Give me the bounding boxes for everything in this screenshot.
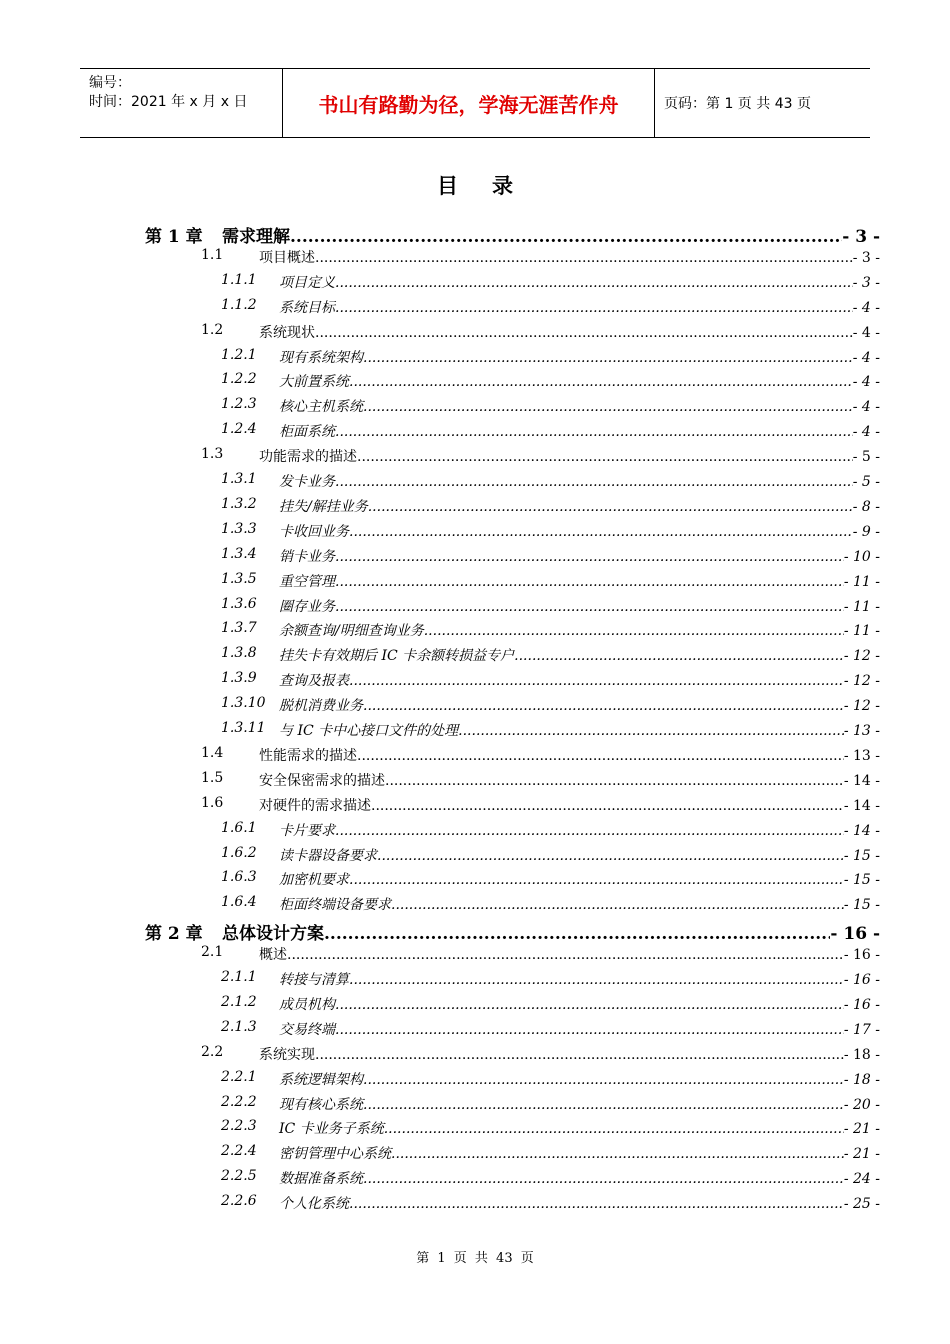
toc-entry-number: 1.1	[201, 246, 224, 263]
toc-entry-line	[222, 222, 880, 247]
toc-entry-title: 系统现状	[259, 324, 315, 341]
toc-entry-line	[279, 894, 880, 914]
toc-entry-number: 1.2.2	[221, 371, 257, 388]
toc-entry[interactable]	[0, 222, 950, 246]
toc-entry-line	[279, 421, 880, 441]
toc-entry-page: - 11 -	[843, 623, 880, 640]
toc-entry-number: 第 2 章	[145, 924, 203, 945]
toc-entry-line	[279, 1143, 880, 1163]
toc-entry-title: 项目概述	[259, 249, 315, 266]
toc-entry-page: - 4 -	[852, 324, 880, 341]
toc-entry-line	[279, 1118, 880, 1138]
toc-entry[interactable]	[0, 1168, 950, 1192]
toc-entry[interactable]	[0, 1143, 950, 1167]
toc-entry-title: 项目定义	[279, 274, 335, 291]
toc-entry[interactable]	[0, 496, 950, 520]
toc-entry-number: 2.2.3	[221, 1118, 257, 1135]
toc-entry-line	[222, 919, 880, 944]
toc-entry-title: 柜面终端设备要求	[279, 897, 391, 914]
page-header	[80, 68, 870, 138]
toc-entry-page: - 14 -	[843, 797, 880, 814]
toc-leader-dots	[290, 227, 842, 247]
toc-entry-number: 1.1.2	[221, 296, 257, 313]
toc-entry[interactable]	[0, 944, 950, 968]
toc-entry-line	[279, 521, 880, 541]
toc-entry[interactable]	[0, 745, 950, 769]
toc-entry-number: 1.3.4	[221, 545, 257, 562]
toc-entry-page: - 5 -	[852, 449, 880, 466]
toc-entry-line	[279, 869, 880, 889]
toc-entry-number: 1.5	[201, 769, 224, 786]
toc-entry[interactable]	[0, 820, 950, 844]
toc-leader-dots	[335, 823, 844, 839]
toc-entry-page: - 9 -	[852, 523, 880, 540]
toc-entry-number: 1.3.1	[221, 471, 257, 487]
toc-entry-page: - 15 -	[843, 897, 880, 914]
toc-entry-title: 脱机消费业务	[279, 698, 363, 715]
toc-leader-dots	[391, 1146, 844, 1162]
toc-leader-dots	[315, 250, 853, 266]
toc-entry-line	[279, 347, 880, 367]
toc-entry-line	[279, 994, 880, 1014]
toc-entry-number: 1.2.1	[221, 346, 257, 363]
toc-entry-line	[279, 720, 880, 740]
toc-entry-line	[279, 1193, 880, 1213]
toc-leader-dots	[424, 623, 844, 639]
toc-entry-line	[259, 770, 880, 790]
toc-entry[interactable]	[0, 596, 950, 620]
toc-entry[interactable]	[0, 421, 950, 445]
toc-entry-line	[259, 1044, 880, 1064]
toc-entry-title: 密钥管理中心系统	[279, 1146, 391, 1163]
toc-entry-line	[279, 297, 880, 317]
toc-entry[interactable]	[0, 1118, 950, 1142]
toc-entry-title: 系统实现	[259, 1046, 315, 1063]
toc-entry-title: 转接与清算	[279, 972, 349, 988]
toc-entry-title: 现有核心系统	[279, 1096, 363, 1113]
toc-entry-title: 加密机要求	[279, 872, 349, 889]
toc-entry-page: - 20 -	[843, 1096, 880, 1113]
toc-entry-page: - 4 -	[852, 374, 880, 391]
toc-entry-line	[279, 670, 880, 690]
toc-leader-dots	[377, 848, 844, 864]
toc-entry-number: 2.1.2	[221, 993, 257, 1010]
toc-leader-dots	[349, 1196, 844, 1212]
toc-entry-number: 1.3.11	[221, 720, 266, 736]
toc-entry-title: 数据准备系统	[279, 1171, 363, 1188]
toc-entry-title: 读卡器设备要求	[279, 847, 377, 864]
toc-entry-line	[279, 969, 880, 989]
toc-entry-line	[279, 820, 880, 840]
header-page-cell	[655, 69, 870, 137]
toc-leader-dots	[391, 897, 844, 913]
toc-entry-page: - 3 -	[842, 227, 880, 247]
toc-entry-title: 核心主机系统	[279, 399, 363, 416]
toc-leader-dots	[335, 474, 853, 490]
header-meta	[80, 69, 283, 137]
toc-entry-number: 1.2.4	[221, 421, 257, 438]
toc-entry-page: - 18 -	[843, 1071, 880, 1088]
toc-entry-number: 1.1.1	[221, 271, 257, 288]
toc-leader-dots	[357, 449, 853, 465]
toc-entry[interactable]	[0, 645, 950, 669]
toc-entry-number: 1.3.9	[221, 670, 257, 687]
toc-entry-page: - 16 -	[830, 924, 880, 945]
toc-entry-number: 1.3.7	[221, 620, 257, 637]
toc-leader-dots	[363, 1171, 844, 1187]
toc-entry[interactable]	[0, 1069, 950, 1093]
toc-leader-dots	[315, 325, 853, 341]
toc-entry-line	[279, 1168, 880, 1188]
toc-leader-dots	[324, 924, 830, 944]
toc-entry-line	[279, 272, 880, 292]
toc-entry-title: 卡收回业务	[279, 523, 349, 540]
toc-entry-title: 功能需求的描述	[259, 449, 357, 466]
toc-entry-number: 1.6.1	[221, 819, 257, 836]
toc-entry-page: - 12 -	[843, 673, 880, 690]
toc-entry-title: 现有系统架构	[279, 349, 363, 366]
toc-entry-line	[279, 695, 880, 715]
toc-entry-line	[279, 645, 880, 665]
toc-entry-number: 1.6.3	[221, 869, 257, 886]
toc-entry[interactable]	[0, 347, 950, 371]
toc-entry-page: - 5 -	[852, 474, 880, 490]
toc-entry-title: 成员机构	[279, 996, 335, 1013]
toc-entry-number: 1.3.10	[221, 695, 266, 712]
toc-entry-title: IC 卡业务子系统	[279, 1121, 384, 1138]
toc-leader-dots	[335, 275, 853, 291]
header-page-info: 页码：第 1 页 共 43 页	[664, 96, 811, 112]
toc-entry-number: 第 1 章	[145, 227, 203, 247]
toc-entry-number: 2.1.3	[221, 1018, 257, 1035]
toc-leader-dots	[335, 574, 844, 590]
toc-entry-page: - 4 -	[852, 349, 880, 366]
toc-entry-page: - 3 -	[852, 249, 880, 266]
toc-entry-number: 2.2.5	[221, 1168, 257, 1185]
toc-entry-number: 2.1.1	[221, 969, 257, 985]
toc-entry-line	[279, 845, 880, 865]
toc-entry-title: 总体设计方案	[222, 924, 324, 945]
toc-entry-line	[279, 1019, 880, 1039]
toc-entry-page: - 13 -	[843, 747, 880, 764]
toc-leader-dots	[349, 524, 853, 540]
toc-entry[interactable]	[0, 994, 950, 1018]
toc-leader-dots	[335, 997, 844, 1013]
toc-entry-page: - 14 -	[843, 772, 880, 789]
toc-leader-dots	[335, 1022, 844, 1038]
toc-entry-title: 交易终端	[279, 1021, 335, 1038]
toc-entry-title: 大前置系统	[279, 374, 349, 391]
toc-entry[interactable]	[0, 1094, 950, 1118]
toc-entry-page: - 10 -	[843, 548, 880, 565]
toc-leader-dots	[335, 300, 853, 316]
toc-entry-line	[279, 546, 880, 566]
toc-entry[interactable]	[0, 919, 950, 943]
toc-entry-page: - 4 -	[852, 424, 880, 441]
toc-entry-number: 1.3.6	[221, 595, 257, 612]
toc-entry-title: 个人化系统	[279, 1196, 349, 1213]
toc-entry-page: - 15 -	[843, 872, 880, 889]
toc-leader-dots	[363, 350, 853, 366]
toc-entry-number: 2.2	[201, 1043, 224, 1060]
toc-entry-title: 挂失/解挂业务	[279, 498, 368, 515]
toc-entry-page: - 11 -	[843, 573, 880, 590]
toc-entry[interactable]	[0, 695, 950, 719]
toc-entry-line	[259, 944, 880, 964]
page-footer: 第 1 页 共 43 页	[416, 1251, 534, 1266]
toc-entry-number: 1.6.2	[221, 844, 257, 861]
toc-entry[interactable]	[0, 396, 950, 420]
toc-entry-page: - 16 -	[843, 947, 880, 964]
toc-entry-page: - 4 -	[852, 299, 880, 316]
toc-entry-line	[279, 596, 880, 616]
toc-entry-title: 柜面系统	[279, 424, 335, 441]
toc-leader-dots	[315, 1047, 844, 1063]
toc-entry-number: 2.2.1	[221, 1068, 257, 1085]
toc-leader-dots	[458, 723, 844, 739]
toc-leader-dots	[349, 972, 844, 988]
toc-entry-page: - 24 -	[843, 1171, 880, 1188]
toc-entry-number: 1.3.5	[221, 570, 257, 587]
number-label: 编号：	[89, 75, 131, 91]
toc-entry[interactable]	[0, 795, 950, 819]
toc-entry-number: 2.2.2	[221, 1093, 257, 1110]
toc-entry-number: 2.1	[201, 944, 224, 961]
toc-entry-number: 2.2.4	[221, 1143, 257, 1160]
toc-entry-page: - 12 -	[843, 648, 880, 665]
toc-entry-number: 1.6.4	[221, 894, 257, 911]
toc-entry[interactable]	[0, 670, 950, 694]
toc-entry-title: 余额查询/明细查询业务	[279, 623, 424, 640]
toc-entry-title: 挂失卡有效期后 IC 卡余额转损益专户	[279, 648, 515, 665]
toc-entry[interactable]	[0, 521, 950, 545]
toc-entry-page: - 25 -	[843, 1196, 880, 1213]
toc-entry-number: 2.2.6	[221, 1193, 257, 1210]
toc-leader-dots	[363, 1072, 844, 1088]
toc-entry-line	[279, 471, 880, 491]
toc-entry[interactable]	[0, 247, 950, 271]
toc-entry-number: 1.3.2	[221, 495, 257, 512]
toc-entry-page: - 14 -	[843, 822, 880, 839]
toc-entry[interactable]	[0, 446, 950, 470]
toc-entry[interactable]	[0, 969, 950, 993]
toc-entry[interactable]	[0, 571, 950, 595]
toc-entry-number: 1.4	[201, 744, 224, 761]
toc-leader-dots	[349, 374, 853, 390]
toc-entry-line	[259, 247, 880, 267]
toc-entry[interactable]	[0, 371, 950, 395]
toc-entry-page: - 18 -	[843, 1046, 880, 1063]
toc-entry[interactable]	[0, 297, 950, 321]
date-label: 时间：2021 年 x 月 x 日	[89, 94, 248, 110]
header-motto-cell	[283, 69, 655, 137]
toc-entry[interactable]	[0, 322, 950, 346]
toc-entry-line	[279, 496, 880, 516]
toc-entry-line	[279, 620, 880, 640]
toc-entry-page: - 8 -	[852, 498, 880, 515]
toc-leader-dots	[349, 673, 844, 689]
toc-leader-dots	[335, 424, 853, 440]
toc-entry-title: 概述	[259, 947, 287, 964]
header-motto: 书山有路勤为径，学海无涯苦作舟	[318, 92, 619, 117]
toc-entry-line	[279, 1069, 880, 1089]
toc-leader-dots	[385, 773, 844, 789]
toc-entry-page: - 3 -	[852, 274, 880, 291]
toc-entry[interactable]	[0, 894, 950, 918]
toc-entry[interactable]	[0, 1193, 950, 1217]
toc-entry-line	[259, 745, 880, 765]
toc-entry-title: 系统逻辑架构	[279, 1071, 363, 1088]
toc-leader-dots	[287, 947, 844, 963]
toc-entry-title: 需求理解	[222, 227, 290, 247]
toc-entry-line	[259, 795, 880, 815]
toc-entry-title: 圈存业务	[279, 598, 335, 615]
toc-entry-title: 查询及报表	[279, 673, 349, 690]
toc-entry-title: 系统目标	[279, 299, 335, 316]
toc-entry-page: - 16 -	[843, 996, 880, 1013]
toc-entry[interactable]	[0, 1019, 950, 1043]
toc-leader-dots	[363, 698, 844, 714]
toc-entry-number: 1.6	[201, 794, 224, 811]
toc-entry-page: - 16 -	[843, 972, 880, 988]
toc-entry[interactable]	[0, 620, 950, 644]
toc-leader-dots	[357, 748, 844, 764]
toc-leader-dots	[363, 1097, 844, 1113]
toc-entry-title: 对硬件的需求描述	[259, 797, 371, 814]
toc-entry[interactable]	[0, 720, 950, 744]
toc-leader-dots	[363, 399, 853, 415]
toc-entry-page: - 21 -	[843, 1121, 880, 1138]
toc-entry-page: - 11 -	[843, 598, 880, 615]
toc-entry[interactable]	[0, 471, 950, 495]
toc-entry[interactable]	[0, 546, 950, 570]
toc-entry-title: 发卡业务	[279, 474, 335, 490]
toc-entry-page: - 21 -	[843, 1146, 880, 1163]
toc-entry-number: 1.2.3	[221, 396, 257, 413]
toc-entry-line	[279, 1094, 880, 1114]
toc-title: 目录	[437, 174, 547, 198]
toc-entry-line	[279, 396, 880, 416]
toc-entry[interactable]	[0, 845, 950, 869]
toc-entry-title: 卡片要求	[279, 822, 335, 839]
toc-entry-title: 性能需求的描述	[259, 747, 357, 764]
toc-entry-number: 1.3.3	[221, 520, 257, 537]
toc-entry-line	[279, 571, 880, 591]
toc-entry-page: - 15 -	[843, 847, 880, 864]
toc-leader-dots	[335, 599, 844, 615]
toc-entry[interactable]	[0, 272, 950, 296]
toc-leader-dots	[335, 549, 844, 565]
toc-entry-page: - 12 -	[843, 698, 880, 715]
toc-entry-number: 1.3	[201, 446, 224, 463]
toc-leader-dots	[371, 798, 844, 814]
toc-leader-dots	[514, 648, 844, 664]
toc-entry-page: - 4 -	[852, 399, 880, 416]
toc-entry-title: 销卡业务	[279, 548, 335, 565]
toc-leader-dots	[368, 499, 853, 515]
toc-entry-number: 1.3.8	[221, 645, 257, 662]
toc-entry-number: 1.2	[201, 321, 224, 338]
toc-leader-dots	[384, 1121, 844, 1137]
toc-entry-line	[259, 446, 880, 466]
toc-entry-page: - 17 -	[843, 1021, 880, 1038]
toc-entry-page: - 13 -	[843, 723, 880, 739]
toc-entry[interactable]	[0, 770, 950, 794]
toc-entry-line	[259, 322, 880, 342]
toc-entry-title: 安全保密需求的描述	[259, 772, 385, 789]
toc-entry[interactable]	[0, 869, 950, 893]
toc-entry-line	[279, 371, 880, 391]
toc-entry-title: 重空管理	[279, 573, 335, 590]
toc-entry-title: 与 IC 卡中心接口文件的处理	[279, 723, 459, 739]
toc-leader-dots	[349, 872, 844, 888]
toc-entry[interactable]	[0, 1044, 950, 1068]
